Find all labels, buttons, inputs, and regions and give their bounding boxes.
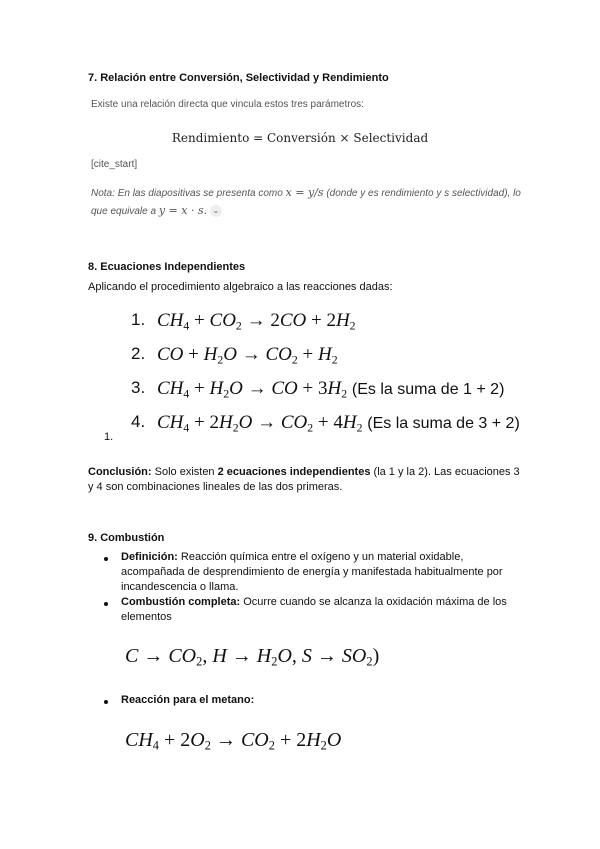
equation-1: 1. $CH_4 + CO_2 \to 2CO + 2H_2$: [131, 310, 356, 333]
note-math-a: x = y/s: [285, 186, 324, 199]
cite-marker: [cite_start]: [91, 159, 138, 170]
equation-1-number: 1.: [131, 310, 146, 329]
complete-combustion-text: Ocurre cuando se alcanza la oxidación máxima de los elementos: [121, 596, 507, 623]
section-7-title: 7. Relación entre Conversión, Selectividad y Rendimiento: [88, 72, 389, 84]
note-text-b: (donde y es rendimiento y s selectividad), lo que equivale a: [91, 188, 521, 217]
conclusion-text-a: Solo existen: [154, 466, 215, 478]
section-7-note: [91, 184, 531, 220]
yield-formula: Rendimiento = Conversión × Selectividad: [171, 131, 429, 145]
section-7-intro: Existe una relación directa que vincula estos tres parámetros:: [91, 99, 364, 110]
stray-list-number: 1.: [104, 431, 114, 443]
bullet-dot: [104, 557, 108, 561]
complete-combustion-equation: $C \to CO_2$, $H \to H_2O$, $S \to SO_2$): [125, 645, 380, 669]
equation-2-number: 2.: [131, 344, 146, 363]
section-9-title: 9. Combustión: [88, 532, 165, 544]
conclusion-text-b: (la 1 y la 2). Las ecuaciones 3 y 4 son combinaciones lineales de las dos primeras.: [88, 466, 520, 493]
complete-combustion-item: [121, 595, 521, 625]
chevron-down-icon[interactable]: ⌄: [210, 205, 222, 217]
definition-text: Reacción química entre el oxígeno y un material oxidable, acompañada de desprendimiento de energía y manifestada habitualmente por incandescencia o llama.: [121, 551, 503, 593]
equation-2: 2. CO + $H_2O \to CO_2 + H_2$: [131, 344, 338, 367]
section-8-conclusion: [88, 465, 528, 495]
complete-combustion-label: Combustión completa:: [121, 596, 241, 608]
note-math-b: y = x · s.: [158, 204, 208, 217]
note-text-a: En las diapositivas se presenta como: [117, 188, 283, 199]
bullet-dot: [104, 602, 108, 606]
equation-4-note: (Es la suma de 3 + 2): [367, 415, 520, 432]
note-label: Nota:: [91, 188, 115, 199]
section-8-title: 8. Ecuaciones Independientes: [88, 261, 246, 273]
equation-3: 3. $CH_4 + H_2O$ → CO + $3H_2$ (Es la suma de 1 + 2): [131, 378, 505, 401]
equation-4: 4. $CH_4 + 2H_2O \to CO_2 + 4H_2$ (Es la suma de 3 + 2): [131, 412, 520, 435]
equation-4-number: 4.: [131, 412, 146, 431]
definition-label: Definición:: [121, 551, 178, 563]
methane-label: Reacción para el metano:: [121, 694, 255, 706]
methane-equation: $CH_4 + 2O_2 \to CO_2 + 2H_2O$: [125, 729, 342, 753]
conclusion-bold: 2 ecuaciones independientes: [217, 466, 371, 478]
equation-3-note: (Es la suma de 1 + 2): [351, 381, 505, 398]
conclusion-label: Conclusión:: [88, 466, 152, 478]
definition-item: [121, 550, 521, 595]
bullet-dot: [104, 700, 108, 704]
equation-3-number: 3.: [131, 378, 146, 397]
section-8-intro: Aplicando el procedimiento algebraico a las reacciones dadas:: [88, 281, 393, 293]
